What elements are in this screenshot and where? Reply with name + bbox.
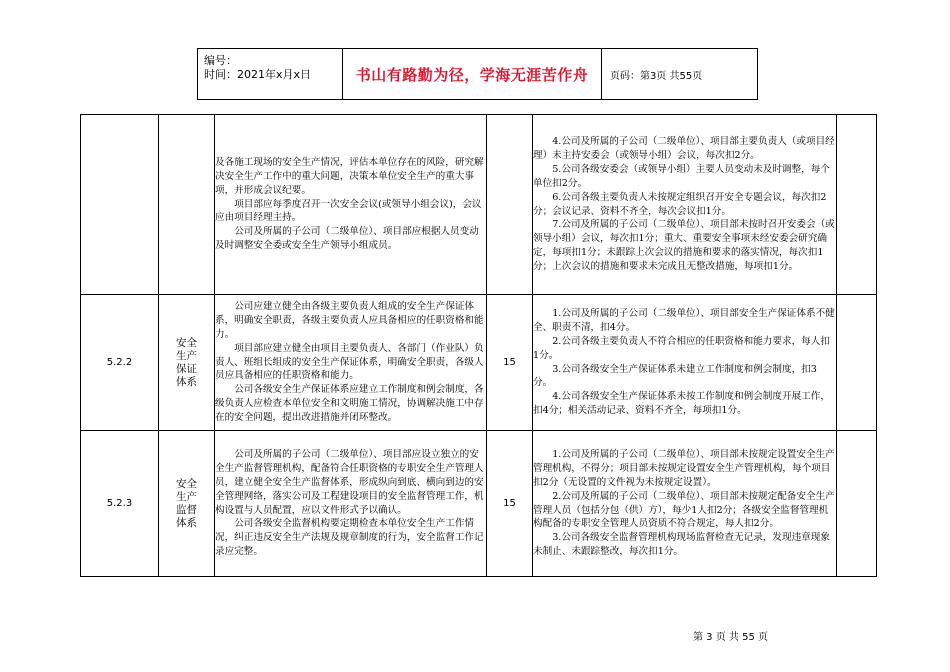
requirement-cell (215, 431, 487, 577)
score-cell: 15 (487, 431, 533, 577)
header-motto (343, 49, 602, 99)
clause-number-cell (81, 115, 159, 295)
criteria-item: 2.公司各级主要负责人不符合相应的任职资格和能力要求，每人扣1分。 (533, 335, 830, 361)
requirement-paragraph: 公司应建立健全由各级主要负责人组成的安全生产保证体系，明确安全职责，各级主要负责人应具备相应的任职资格和能力。 (215, 300, 484, 340)
clause-title: 安全生产保证体系 (176, 336, 197, 388)
table-row (81, 115, 877, 295)
header-meta (198, 49, 343, 99)
score-cell: 15 (487, 295, 533, 431)
clause-title-cell (159, 431, 215, 577)
criteria-cell (533, 115, 837, 295)
remark-cell (837, 431, 877, 577)
criteria-item: 6.公司各级主要负责人未按规定组织召开安全专题会议，每次扣2分；会议记录、资料不齐全，每次会议扣1分。 (533, 191, 827, 217)
table-row (81, 295, 877, 431)
criteria-item: 3.公司各级安全生产保证体系未建立工作制度和例会制度，扣3分。 (533, 363, 817, 389)
motto-text: 书山有路勤为径，学海无涯苦作舟 (355, 65, 589, 84)
remark-cell (837, 115, 877, 295)
clause-number-cell: 5.2.3 (81, 431, 159, 577)
page-info-text: 页码：第3页 共55页 (610, 70, 703, 82)
page-footer: 第 3 页 共 55 页 (693, 632, 768, 643)
requirement-paragraph: 及各施工现场的安全生产情况，评估本单位存在的风险，研究解决安全生产工作中的重大问题，决策本单位安全生产的重大事项，并形成会议纪要。 (215, 156, 484, 196)
table-row (81, 431, 877, 577)
criteria-item: 1.公司及所属的子公司（二级单位）、项目部未按规定设置安全生产管理机构，不得分；项目部未按规定设置安全生产管理机构，每个项目扣2分（无设置的文件视为未按规定设置）。 (533, 448, 835, 488)
standards-table (80, 114, 877, 577)
requirement-cell (215, 295, 487, 431)
criteria-item: 4.公司各级安全生产保证体系未按工作制度和例会制度开展工作，扣4分；相关活动记录、资料不齐全，每项扣1分。 (533, 391, 830, 417)
requirement-paragraph: 项目部应建立健全由项目主要负责人、各部门（作业队）负责人、班组长组成的安全生产保证体系，明确安全职责，各级人员应具备相应的任职资格和能力。 (215, 342, 484, 382)
criteria-item: 2.公司及所属的子公司（二级单位）、项目部未按规定配备安全生产管理人员（包括分包（供）方），每少1人扣2分；各级安全监督管理机构配备的专职安全管理人员资质不符合规定，每人扣2分。 (533, 490, 835, 530)
requirement-cell (215, 115, 487, 295)
score-cell (487, 115, 533, 295)
remark-cell (837, 295, 877, 431)
criteria-cell (533, 431, 837, 577)
time-label: 时间：2021年x月x日 (204, 68, 312, 81)
requirement-paragraph: 公司及所属的子公司（二级单位）、项目部应设立独立的安全生产监督管理机构，配备符合任职资格的专职安全生产管理人员，建立健全安全生产监督体系，形成纵向到底、横向到边的安全管理网络，落实公司及工程建设项目的安全监督管理工作，机构设置与人员配置，应以文件形式予以确认。 (215, 448, 484, 516)
clause-title: 安全生产监督体系 (176, 477, 197, 529)
clause-title-cell (159, 295, 215, 431)
criteria-item: 4.公司及所属的子公司（二级单位）、项目部主要负责人（或项目经理）未主持安委会（或领导小组）会议，每次扣2分。 (533, 135, 835, 161)
clause-number-cell: 5.2.2 (81, 295, 159, 431)
clause-title-cell (159, 115, 215, 295)
number-label: 编号： (204, 54, 237, 67)
requirement-paragraph: 公司各级安全生产保证体系应建立工作制度和例会制度，各级负责人应检查本单位安全和文明施工情况，协调解决施工中存在的安全问题，提出改进措施并闭环整改。 (215, 384, 484, 424)
criteria-item: 3.公司各级安全监督管理机构现场监督检查无记录，发现违章现象未制止、未跟踪整改，每次扣1分。 (533, 532, 830, 558)
requirement-paragraph: 公司各级安全监督机构要定期检查本单位安全生产工作情况，纠正违反安全生产法规及规章制度的行为，安全监督工作记录应完整。 (215, 518, 484, 558)
page-header (197, 48, 758, 100)
requirement-paragraph: 公司及所属的子公司（二级单位）、项目部应根据人员变动及时调整安全委或安全生产领导小组成员。 (215, 226, 479, 252)
criteria-cell (533, 295, 837, 431)
criteria-item: 1.公司及所属的子公司（二级单位）、项目部安全生产保证体系不健全、职责不清，扣4分。 (533, 307, 835, 333)
criteria-item: 5.公司各级安委会（或领导小组）主要人员变动未及时调整，每个单位扣2分。 (533, 163, 830, 189)
requirement-paragraph: 项目部应每季度召开一次安全会议(或领导小组会议)，会议应由项目经理主持。 (215, 198, 482, 224)
criteria-item: 7.公司及所属的子公司（二级单位）、项目部未按时召开安委会（或领导小组）会议，每次扣1分；重大、重要安全事项未经安委会研究确定，每项扣1分；未跟踪上次会议的措施和要求的落实情况，每次扣1分；上次会议的措施和要求未完成且无整改措施，每项扣1分。 (533, 219, 835, 273)
header-page-info (602, 49, 757, 99)
